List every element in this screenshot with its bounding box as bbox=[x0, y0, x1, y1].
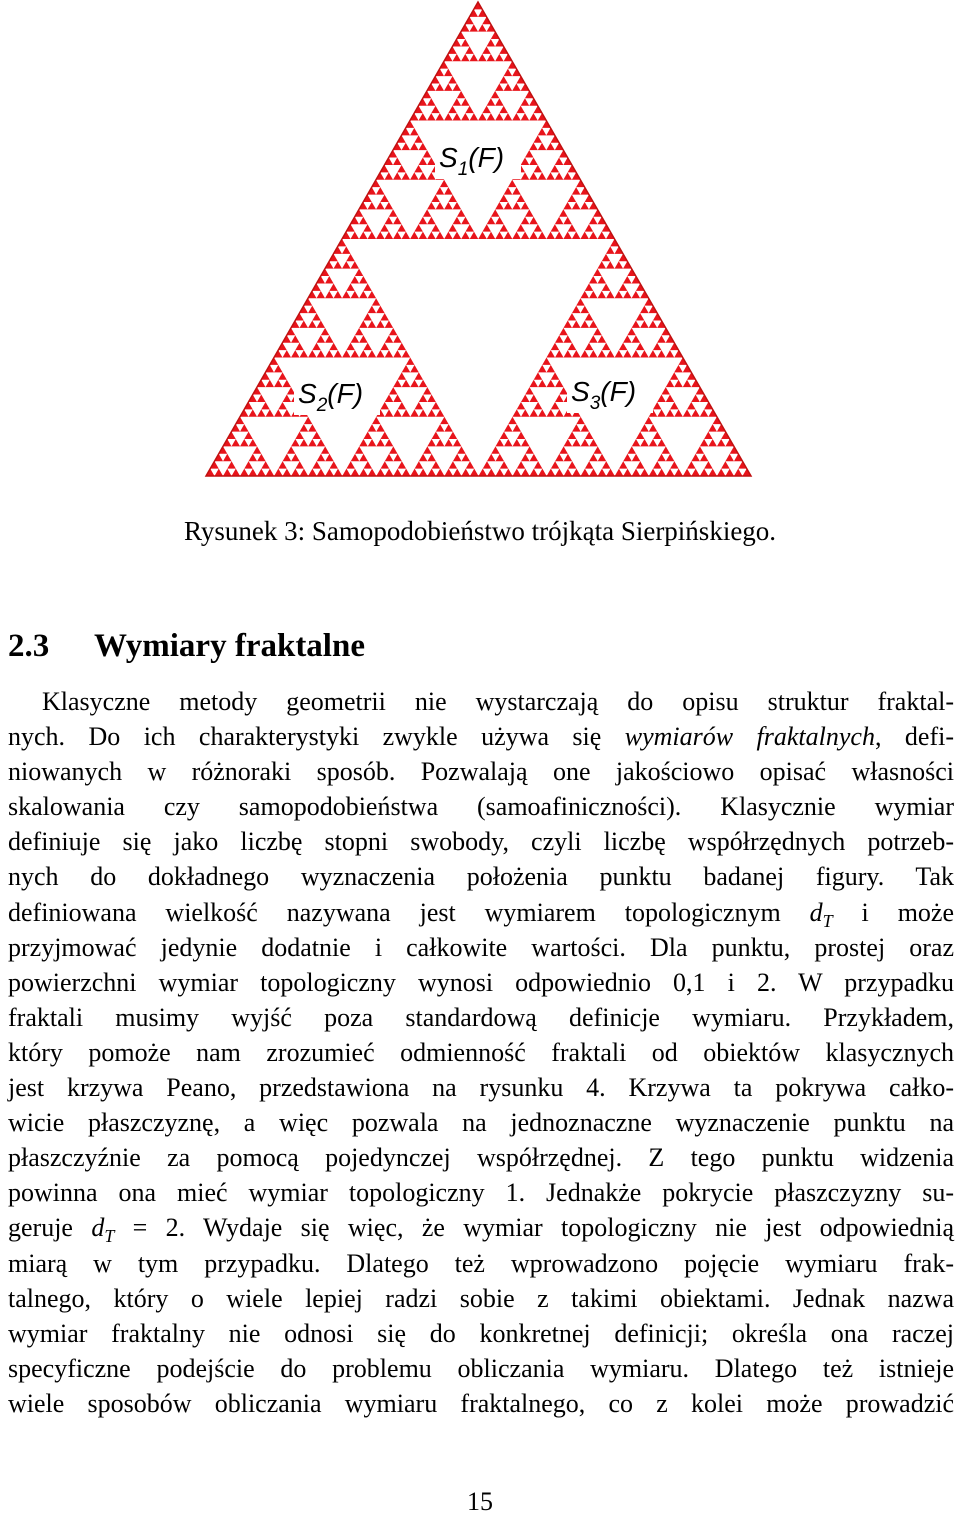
paragraph-line: wicie płaszczyznę, a więc pozwala na jednoznaczne wyznaczenie punktu na bbox=[8, 1108, 954, 1138]
paragraph-line: nych. Do ich charakterystyki zwykle używa się wymiarów fraktalnych, defi- bbox=[8, 722, 954, 752]
section-number: 2.3 bbox=[8, 628, 50, 664]
section-heading bbox=[8, 624, 365, 668]
paragraph-line: definiowana wielkość nazywana jest wymiarem topologicznym $d_T$ i może bbox=[8, 897, 954, 931]
figure-caption: Rysunek 3: Samopodobieństwo trójkąta Sierpińskiego. bbox=[183, 516, 777, 546]
sierpinski-fill bbox=[206, 2, 751, 476]
subset-label-1: $S_1(F)$ bbox=[439, 142, 505, 180]
section-title: Wymiary fraktalne bbox=[94, 628, 365, 664]
sierpinski-triangle bbox=[203, 0, 753, 480]
paragraph-line: skalowania czy samopodobieństwa (samoafiniczności). Klasycznie wymiar bbox=[8, 792, 954, 822]
math-symbol: $d_T$ bbox=[809, 897, 833, 931]
paragraph-line: który pomoże nam zrozumieć odmienność fraktali od obiektów klasycznych bbox=[8, 1037, 954, 1067]
paragraph-line: wiele sposobów obliczania wymiaru fraktalnego, co z kolei może prowadzić bbox=[8, 1388, 954, 1418]
paragraph-line: specyficzne podejście do problemu obliczania wymiaru. Dlatego też istnieje bbox=[8, 1353, 954, 1383]
body-paragraph bbox=[8, 684, 954, 1421]
paragraph-line: Klasyczne metody geometrii nie wystarczają do opisu struktur fraktal- bbox=[42, 687, 954, 716]
paragraph-line: miarą w tym przypadku. Dlatego też wprowadzono pojęcie wymiaru frak- bbox=[8, 1248, 954, 1278]
paragraph-line: definiuje się jako liczbę stopni swobody, czyli liczbę współrzędnych potrzeb- bbox=[8, 827, 954, 857]
sierpinski-figure bbox=[203, 0, 753, 480]
paragraph-line: powierzchni wymiar topologiczny wynosi odpowiednio 0,1 i 2. W przypadku bbox=[8, 967, 954, 997]
math-symbol: $d_T$ bbox=[91, 1213, 115, 1247]
page-number: 15 bbox=[467, 1487, 493, 1516]
emphasis: wymiarów fraktalnych bbox=[624, 722, 875, 752]
paragraph-line: płaszczyźnie za pomocą pojedynczej współrzędnej. Z tego punktu widzenia bbox=[8, 1143, 954, 1173]
paragraph-line: jest krzywa Peano, przedstawiona na rysunku 4. Krzywa ta pokrywa całko- bbox=[8, 1073, 954, 1103]
subset-label-2: $S_2(F)$ bbox=[298, 378, 364, 416]
paragraph-line: powinna ona mieć wymiar topologiczny 1. Jednakże pokrycie płaszczyzny su- bbox=[8, 1178, 954, 1208]
paragraph-line: niowanych w różnoraki sposób. Pozwalają one jakościowo opisać własności bbox=[8, 757, 954, 787]
paragraph-line: geruje $d_T = 2$. Wydaje się więc, że wymiar topologiczny nie jest odpowiednią bbox=[8, 1213, 954, 1247]
paragraph-line: przyjmować jedynie dodatnie i całkowite wartości. Dla punktu, prostej oraz bbox=[8, 932, 954, 962]
paragraph-line: nych do dokładnego wyznaczenia położenia punktu badanej figury. Tak bbox=[8, 862, 954, 892]
paragraph-line: talnego, który o wiele lepiej radzi sobie z takimi obiektami. Jednak nazwa bbox=[8, 1283, 954, 1313]
subset-label-3: $S_3(F)$ bbox=[571, 376, 637, 414]
paragraph-line: wymiar fraktalny nie odnosi się do konkretnej definicji; określa ona raczej bbox=[8, 1318, 954, 1348]
paragraph-line: fraktali musimy wyjść poza standardową definicje wymiaru. Przykładem, bbox=[8, 1002, 954, 1032]
